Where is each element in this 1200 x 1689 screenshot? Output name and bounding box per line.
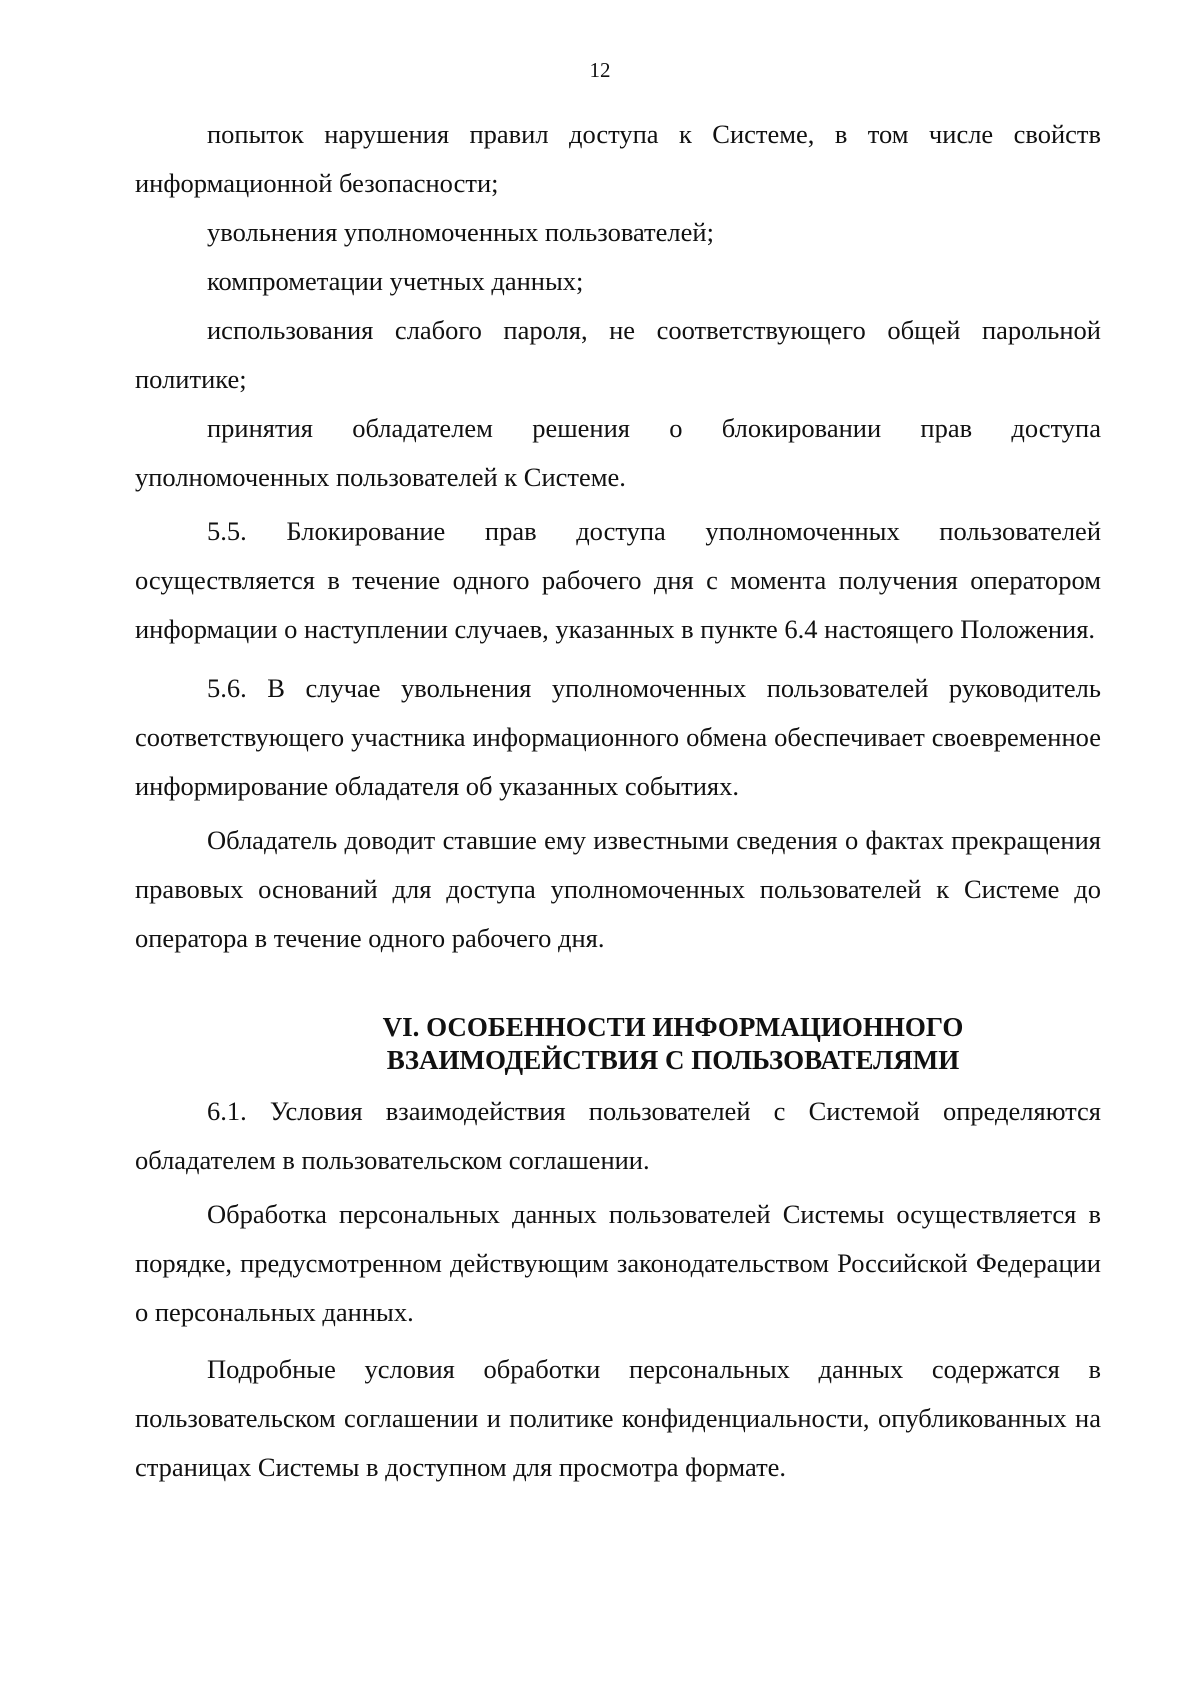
- section-heading-line: VI. ОСОБЕННОСТИ ИНФОРМАЦИОННОГО: [382, 1012, 964, 1042]
- paragraph-6-1: 6.1. Условия взаимодействия пользователей с Системой определяются обладателем в пользовательском соглашении.: [135, 1096, 1101, 1175]
- paragraph: Обладатель доводит ставшие ему известными сведения о фактах прекращения правовых оснований для доступа уполномоченных пользователей к Системе до оператора в течение одного рабочего дня.: [135, 825, 1101, 953]
- document-body: [135, 110, 1101, 1492]
- paragraph-5-6: 5.6. В случае увольнения уполномоченных пользователей руководитель соответствующего участника информационного обмена обеспечивает своевременное информирование обладателя об указанных событиях.: [135, 673, 1101, 801]
- section-heading: [135, 1011, 1101, 1077]
- paragraph: принятия обладателем решения о блокировании прав доступа уполномоченных пользователей к Системе.: [135, 413, 1101, 492]
- page-number: 12: [589, 58, 611, 82]
- paragraph-5-5: 5.5. Блокирование прав доступа уполномоченных пользователей осуществляется в течение одного рабочего дня с момента получения оператором информации о наступлении случаев, указанных в пункте 6.4 настоящего Положения.: [135, 516, 1101, 644]
- paragraph: увольнения уполномоченных пользователей;: [207, 217, 714, 247]
- paragraph: использования слабого пароля, не соответствующего общей парольной политике;: [135, 315, 1101, 394]
- paragraph: попыток нарушения правил доступа к Системе, в том числе свойств информационной безопасности;: [135, 119, 1101, 198]
- paragraph: Подробные условия обработки персональных данных содержатся в пользовательском соглашении и политике конфиденциальности, опубликованных на страницах Системы в доступном для просмотра формате.: [135, 1354, 1101, 1482]
- section-heading-line: ВЗАИМОДЕЙСТВИЯ С ПОЛЬЗОВАТЕЛЯМИ: [386, 1045, 960, 1075]
- paragraph: компрометации учетных данных;: [207, 266, 584, 296]
- paragraph: Обработка персональных данных пользователей Системы осуществляется в порядке, предусмотренном действующим законодательством Российской Федерации о персональных данных.: [135, 1199, 1101, 1327]
